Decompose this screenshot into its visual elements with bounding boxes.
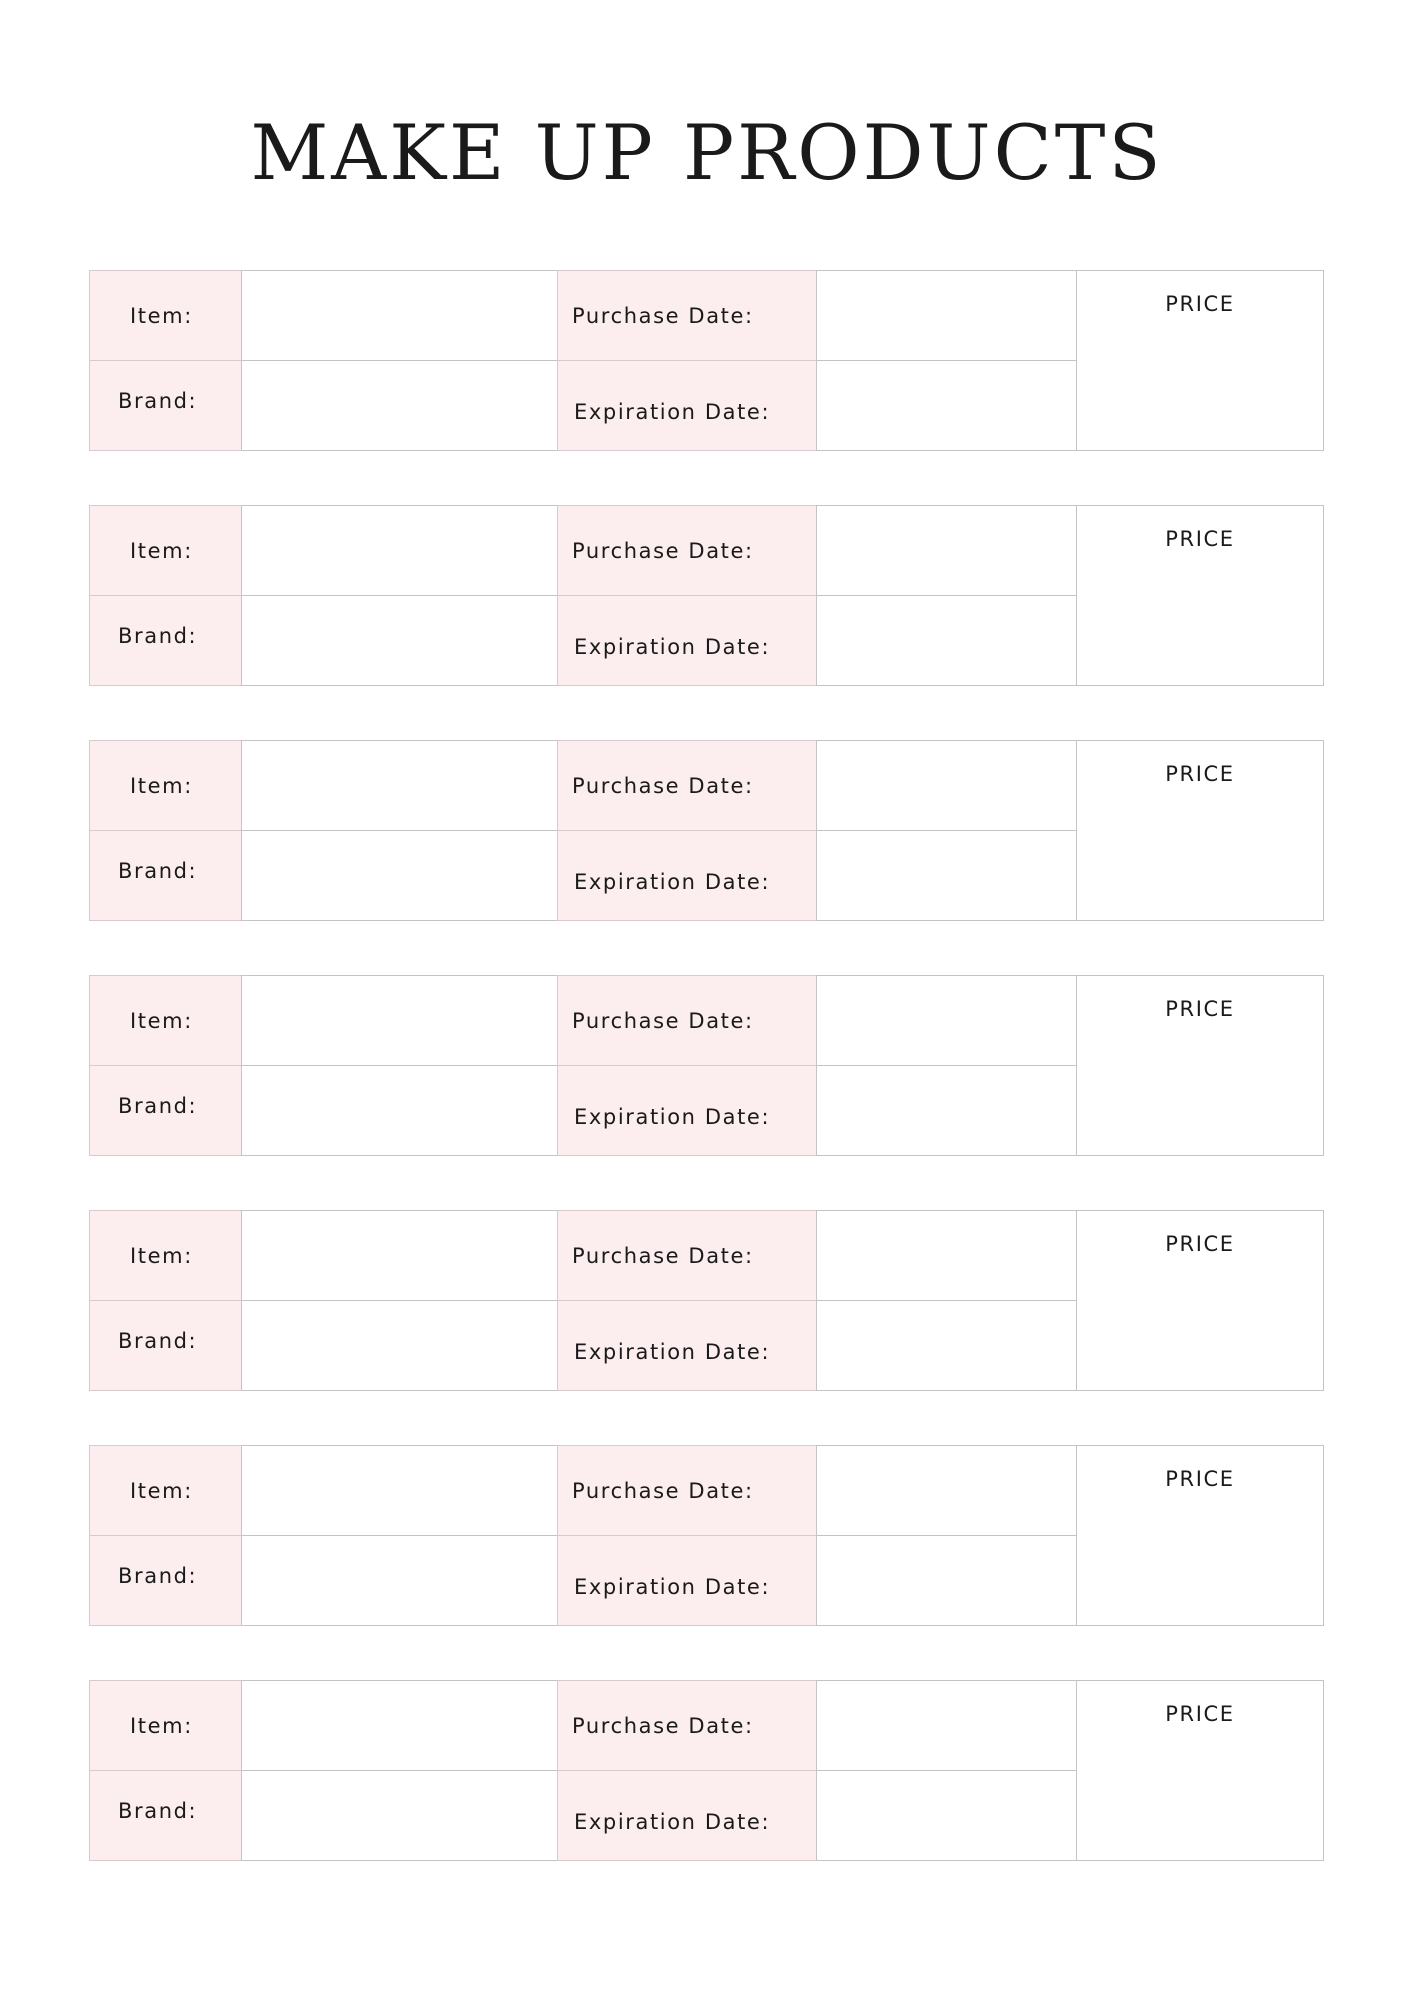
expiration-date-field[interactable] (816, 830, 1077, 921)
price-field[interactable] (1076, 975, 1324, 1156)
purchase-date-label-cell (557, 505, 817, 596)
item-label-cell (89, 740, 242, 831)
brand-field[interactable] (241, 360, 558, 451)
brand-label: Brand: (118, 624, 198, 648)
brand-label: Brand: (118, 389, 198, 413)
purchase-date-label-cell (557, 1680, 817, 1771)
expiration-date-label-cell (557, 360, 817, 451)
expiration-date-label-cell (557, 595, 817, 686)
brand-label: Brand: (118, 1329, 198, 1353)
product-entry (89, 975, 1324, 1156)
brand-label: Brand: (118, 1094, 198, 1118)
item-label: Item: (130, 1479, 193, 1503)
expiration-date-label: Expiration Date: (574, 870, 771, 894)
item-field[interactable] (241, 505, 558, 596)
brand-label-cell (89, 1770, 242, 1861)
item-label: Item: (130, 539, 193, 563)
price-label: PRICE (1165, 1702, 1235, 1726)
purchase-date-label: Purchase Date: (572, 304, 754, 328)
brand-label-cell (89, 1535, 242, 1626)
item-label-cell (89, 1445, 242, 1536)
item-label-cell (89, 1210, 242, 1301)
item-field[interactable] (241, 1210, 558, 1301)
product-entry (89, 505, 1324, 686)
brand-label-cell (89, 1065, 242, 1156)
price-label: PRICE (1165, 527, 1235, 551)
expiration-date-label: Expiration Date: (574, 1575, 771, 1599)
expiration-date-label: Expiration Date: (574, 400, 771, 424)
purchase-date-label: Purchase Date: (572, 1009, 754, 1033)
brand-field[interactable] (241, 1770, 558, 1861)
purchase-date-label-cell (557, 1445, 817, 1536)
price-field[interactable] (1076, 1210, 1324, 1391)
brand-field[interactable] (241, 830, 558, 921)
purchase-date-label: Purchase Date: (572, 1244, 754, 1268)
purchase-date-label-cell (557, 270, 817, 361)
product-entry (89, 740, 1324, 921)
expiration-date-field[interactable] (816, 595, 1077, 686)
item-label-cell (89, 1680, 242, 1771)
purchase-date-field[interactable] (816, 740, 1077, 831)
price-field[interactable] (1076, 1680, 1324, 1861)
expiration-date-label-cell (557, 1300, 817, 1391)
item-label-cell (89, 975, 242, 1066)
item-field[interactable] (241, 270, 558, 361)
brand-label-cell (89, 360, 242, 451)
price-label: PRICE (1165, 762, 1235, 786)
purchase-date-label-cell (557, 740, 817, 831)
brand-label: Brand: (118, 859, 198, 883)
product-entry (89, 1210, 1324, 1391)
expiration-date-field[interactable] (816, 1065, 1077, 1156)
brand-label: Brand: (118, 1799, 198, 1823)
purchase-date-field[interactable] (816, 1445, 1077, 1536)
purchase-date-field[interactable] (816, 270, 1077, 361)
expiration-date-field[interactable] (816, 1300, 1077, 1391)
purchase-date-label-cell (557, 975, 817, 1066)
expiration-date-label: Expiration Date: (574, 635, 771, 659)
price-field[interactable] (1076, 1445, 1324, 1626)
item-label: Item: (130, 1009, 193, 1033)
brand-label-cell (89, 830, 242, 921)
expiration-date-label-cell (557, 1770, 817, 1861)
brand-field[interactable] (241, 1535, 558, 1626)
price-label: PRICE (1165, 1232, 1235, 1256)
item-label-cell (89, 270, 242, 361)
item-label: Item: (130, 774, 193, 798)
purchase-date-label: Purchase Date: (572, 1479, 754, 1503)
item-field[interactable] (241, 975, 558, 1066)
item-label: Item: (130, 304, 193, 328)
brand-label: Brand: (118, 1564, 198, 1588)
item-field[interactable] (241, 1680, 558, 1771)
item-label-cell (89, 505, 242, 596)
item-field[interactable] (241, 740, 558, 831)
expiration-date-label-cell (557, 1535, 817, 1626)
brand-label-cell (89, 595, 242, 686)
expiration-date-label: Expiration Date: (574, 1810, 771, 1834)
brand-field[interactable] (241, 595, 558, 686)
expiration-date-label-cell (557, 830, 817, 921)
price-label: PRICE (1165, 1467, 1235, 1491)
expiration-date-field[interactable] (816, 1535, 1077, 1626)
product-entry (89, 1445, 1324, 1626)
purchase-date-field[interactable] (816, 975, 1077, 1066)
expiration-date-field[interactable] (816, 1770, 1077, 1861)
purchase-date-field[interactable] (816, 1210, 1077, 1301)
brand-field[interactable] (241, 1065, 558, 1156)
purchase-date-label: Purchase Date: (572, 539, 754, 563)
purchase-date-field[interactable] (816, 1680, 1077, 1771)
page-title: MAKE UP PRODUCTS (250, 108, 1164, 197)
expiration-date-field[interactable] (816, 360, 1077, 451)
item-label: Item: (130, 1714, 193, 1738)
purchase-date-label: Purchase Date: (572, 1714, 754, 1738)
price-field[interactable] (1076, 740, 1324, 921)
expiration-date-label: Expiration Date: (574, 1105, 771, 1129)
brand-label-cell (89, 1300, 242, 1391)
product-entry (89, 270, 1324, 451)
price-label: PRICE (1165, 997, 1235, 1021)
brand-field[interactable] (241, 1300, 558, 1391)
expiration-date-label-cell (557, 1065, 817, 1156)
expiration-date-label: Expiration Date: (574, 1340, 771, 1364)
purchase-date-label-cell (557, 1210, 817, 1301)
price-field[interactable] (1076, 270, 1324, 451)
price-label: PRICE (1165, 292, 1235, 316)
item-field[interactable] (241, 1445, 558, 1536)
purchase-date-label: Purchase Date: (572, 774, 754, 798)
item-label: Item: (130, 1244, 193, 1268)
product-entry (89, 1680, 1324, 1861)
purchase-date-field[interactable] (816, 505, 1077, 596)
price-field[interactable] (1076, 505, 1324, 686)
